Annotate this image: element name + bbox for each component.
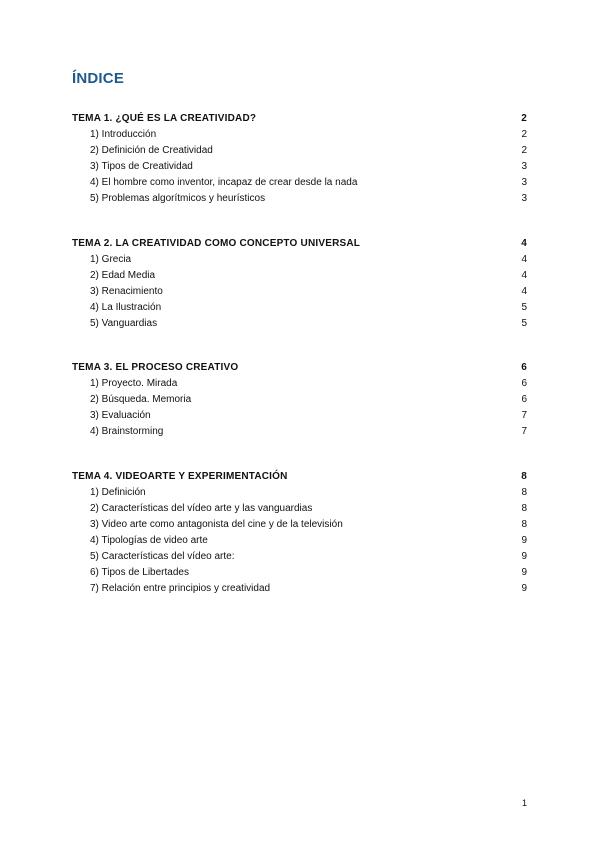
toc-item[interactable]: [72, 565, 527, 581]
toc-section-tema-1: [72, 111, 527, 207]
toc-item-page: 2: [521, 129, 527, 140]
toc-item-page: 7: [521, 426, 527, 437]
toc-item-page: 9: [521, 535, 527, 546]
toc-section-tema-4: [72, 469, 527, 597]
page-title: ÍNDICE: [72, 70, 125, 87]
toc-item-page: 8: [521, 503, 527, 514]
toc-item[interactable]: [72, 252, 527, 268]
toc-item-page: 4: [521, 270, 527, 281]
toc-item-label: 4) Tipologías de video arte: [90, 535, 208, 546]
toc-heading[interactable]: [72, 360, 527, 376]
toc-item-label: 3) Renacimiento: [90, 286, 163, 297]
toc-item[interactable]: [72, 316, 527, 332]
toc-item-page: 4: [521, 286, 527, 297]
toc-item[interactable]: [72, 300, 527, 316]
toc-item-page: 5: [521, 302, 527, 313]
toc-item-label: 4) Brainstorming: [90, 426, 164, 437]
toc-heading[interactable]: [72, 236, 527, 252]
toc-item-page: 3: [521, 177, 527, 188]
toc-item[interactable]: [72, 284, 527, 300]
toc-item[interactable]: [72, 392, 527, 408]
toc-item-label: 1) Introducción: [90, 129, 157, 140]
toc-item-label: 1) Definición: [90, 487, 146, 498]
toc-heading-label: TEMA 1. ¿QUÉ ES LA CREATIVIDAD?: [72, 113, 257, 124]
toc-item-label: 2) Edad Media: [90, 270, 156, 281]
toc-item-label: 1) Grecia: [90, 254, 132, 265]
toc-heading-label: TEMA 4. VIDEOARTE Y EXPERIMENTACIÓN: [72, 471, 288, 482]
toc-item-page: 9: [521, 583, 527, 594]
toc-item-label: 5) Características del vídeo arte:: [90, 551, 235, 562]
toc-item[interactable]: [72, 501, 527, 517]
toc-item[interactable]: [72, 408, 527, 424]
toc-item-page: 3: [521, 161, 527, 172]
toc-item[interactable]: [72, 175, 527, 191]
page-number: 1: [521, 798, 527, 808]
toc-item-label: 2) Definición de Creatividad: [90, 145, 213, 156]
toc-item-label: 7) Relación entre principios y creatividad: [90, 583, 271, 594]
toc-item-label: 2) Características del vídeo arte y las vanguardias: [90, 503, 313, 514]
toc-item[interactable]: [72, 424, 527, 440]
toc-section-tema-2: [72, 236, 527, 332]
toc-item-page: 5: [521, 318, 527, 329]
toc-heading[interactable]: [72, 111, 527, 127]
toc-item-label: 4) El hombre como inventor, incapaz de crear desde la nada: [90, 177, 358, 188]
toc-heading[interactable]: [72, 469, 527, 485]
toc-item-label: 2) Búsqueda. Memoria: [90, 394, 192, 405]
toc-item-label: 5) Problemas algorítmicos y heurísticos: [90, 193, 266, 204]
toc-item[interactable]: [72, 533, 527, 549]
toc-item[interactable]: [72, 581, 527, 597]
toc-item[interactable]: [72, 191, 527, 207]
toc-item-page: 9: [521, 567, 527, 578]
toc-item-page: 9: [521, 551, 527, 562]
toc-heading-page: 2: [521, 113, 527, 124]
toc-section-tema-3: [72, 360, 527, 440]
toc-item[interactable]: [72, 268, 527, 284]
toc-item-label: 5) Vanguardias: [90, 318, 158, 329]
toc-item-page: 4: [521, 254, 527, 265]
toc-item[interactable]: [72, 143, 527, 159]
toc-item-page: 2: [521, 145, 527, 156]
toc-item-label: 3) Evaluación: [90, 410, 151, 421]
toc-item-label: 4) La Ilustración: [90, 302, 162, 313]
toc-item[interactable]: [72, 127, 527, 143]
toc-heading-page: 6: [521, 362, 527, 373]
toc-heading-label: TEMA 3. EL PROCESO CREATIVO: [72, 362, 239, 373]
toc-item[interactable]: [72, 549, 527, 565]
toc-item-page: 8: [521, 487, 527, 498]
toc-heading-page: 8: [521, 471, 527, 482]
toc-item-label: 1) Proyecto. Mirada: [90, 378, 178, 389]
toc-item[interactable]: [72, 376, 527, 392]
toc-item[interactable]: [72, 159, 527, 175]
toc-item-page: 6: [521, 394, 527, 405]
toc-heading-page: 4: [521, 238, 527, 249]
toc-heading-label: TEMA 2. LA CREATIVIDAD COMO CONCEPTO UNIVERSAL: [72, 238, 361, 249]
toc-item-page: 3: [521, 193, 527, 204]
toc-item-label: 3) Video arte como antagonista del cine y de la televisión: [90, 519, 343, 530]
toc-item[interactable]: [72, 517, 527, 533]
toc-item[interactable]: [72, 485, 527, 501]
toc-item-page: 7: [521, 410, 527, 421]
toc-item-label: 6) Tipos de Libertades: [90, 567, 189, 578]
toc-item-page: 6: [521, 378, 527, 389]
toc-item-page: 8: [521, 519, 527, 530]
toc-item-label: 3) Tipos de Creatividad: [90, 161, 193, 172]
